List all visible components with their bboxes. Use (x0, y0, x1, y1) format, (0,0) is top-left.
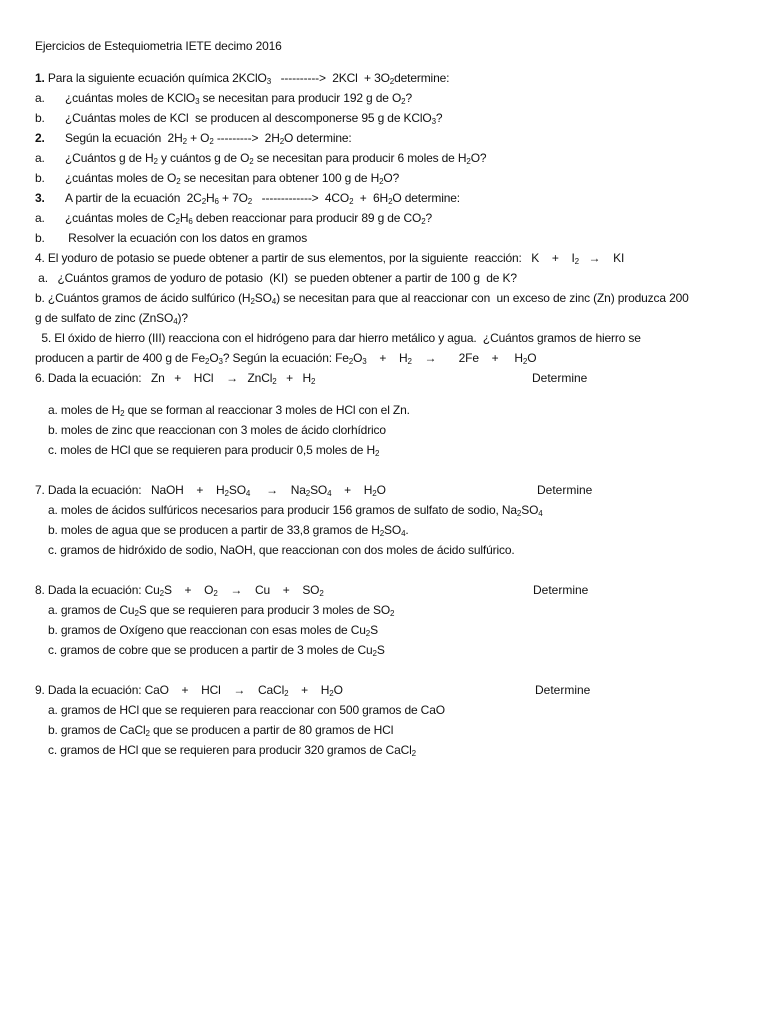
exercise-8b: b. gramos de Oxígeno que reaccionan con esas moles de $Cu_2S$ (48, 623, 378, 638)
exercise-6c: c. moles de HCl que se requieren para producir 0,5 moles de $H_2$ (48, 443, 380, 458)
exercise-5: 5. El óxido de hierro (III) reacciona con el hidrógeno para dar hierro metálico y agua. ¿Cuántos gramos de hierro se (35, 331, 641, 345)
exercise-7: 7. Dada la ecuación: NaOH + $H_2SO_4$ → $Na_2SO_4$ + $H_2O$ (35, 483, 386, 498)
exercise-6b: b. moles de zinc que reaccionan con 3 moles de ácido clorhídrico (48, 423, 386, 437)
determine-label-6: Determine (532, 371, 588, 385)
exercise-2b: b. ¿cuántas moles de $O_2$ se necesitan para obtener 100 g de $H_2O$? (35, 171, 400, 186)
exercise-1a: a. ¿cuántas moles de KClO$_3$ se necesitan para producir 192 g de $O_2$? (35, 91, 413, 106)
exercise-9c: c. gramos de HCl que se requieren para producir 320 gramos de CaCl$_2$ (48, 743, 416, 758)
exercise-7c: c. gramos de hidróxido de sodio, NaOH, que reaccionan con dos moles de ácido sulfúrico. (48, 543, 515, 557)
determine-label-7: Determine (537, 483, 593, 497)
exercise-6: 6. Dada la ecuación: Zn + HCl → ZnCl$_2$ + $H_2$ (35, 371, 316, 386)
exercise-2: 2. Según la ecuación $2H_2 + O_2$ ---------> $2H_2O$ determine: (35, 131, 352, 146)
exercise-4a: a. ¿Cuántos gramos de yoduro de potasio (KI) se pueden obtener a partir de 100 g de K? (35, 271, 517, 285)
document-title: Ejercicios de Estequiometria IETE decimo 2016 (35, 39, 282, 53)
exercise-3a: a. ¿cuántas moles de $C_2H_6$ deben reaccionar para producir 89 g de $CO_2$? (35, 211, 433, 226)
exercise-2a: a. ¿Cuántos g de $H_2$ y cuántos g de $O_2$ se necesitan para producir 6 moles de $H_2O$? (35, 151, 487, 166)
exercise-9a: a. gramos de HCl que se requieren para reaccionar con 500 gramos de CaO (48, 703, 445, 717)
exercise-4: 4. El yoduro de potasio se puede obtener a partir de sus elementos, por la siguiente reacción: K + $I_2$ → KI (35, 251, 625, 266)
exercise-8a: a. gramos de $Cu_2S$ que se requieren para producir 3 moles de $SO_2$ (48, 603, 395, 618)
exercise-1b: b. ¿Cuántas moles de KCl se producen al descomponerse 95 g de KClO$_3$? (35, 111, 443, 126)
exercise-8c: c. gramos de cobre que se producen a partir de 3 moles de $Cu_2S$ (48, 643, 385, 658)
exercise-7b: b. moles de agua que se producen a partir de 33,8 gramos de $H_2SO_4$. (48, 523, 409, 538)
exercise-3b: b. Resolver la ecuación con los datos en gramos (35, 231, 308, 245)
exercise-5-cont: producen a partir de 400 g de $Fe_2O_3$? Según la ecuación: $Fe_2O_3$ + $H_2$ → 2Fe + $H_2O$ (35, 351, 537, 366)
exercise-1: 1. Para la siguiente ecuación química 2KClO$_3$ ----------> $2KCl + 3O_2determine$: (35, 71, 450, 86)
exercise-3: 3. A partir de la ecuación $2C_2H_6 + 7O_2$ -------------> $4CO_2 + 6H_2O$ determine: (35, 191, 460, 206)
exercise-7a: a. moles de ácidos sulfúricos necesarios para producir 156 gramos de sulfato de sodio, $Na_2SO_4$ (48, 503, 543, 518)
exercise-6a: a. moles de $H_2$ que se forman al reaccionar 3 moles de HCl con el Zn. (48, 403, 410, 418)
exercise-4b: b. ¿Cuántos gramos de ácido sulfúrico $(H_2SO_4)$ se necesitan para que al reaccionar con un exceso de zinc (Zn) produzca 200 (35, 291, 689, 306)
exercise-4b-cont: g de sulfato de zinc (ZnSO$_4$)? (35, 311, 188, 326)
exercise-8: 8. Dada la ecuación: $Cu_2S$ + $O_2$ → Cu + $SO_2$ (35, 583, 324, 598)
exercise-9: 9. Dada la ecuación: CaO + HCl → CaCl$_2$ + $H_2O$ (35, 683, 343, 698)
determine-label-8: Determine (533, 583, 589, 597)
exercise-9b: b. gramos de CaCl$_2$ que se producen a partir de 80 gramos de HCl (48, 723, 394, 738)
determine-label-9: Determine (535, 683, 591, 697)
